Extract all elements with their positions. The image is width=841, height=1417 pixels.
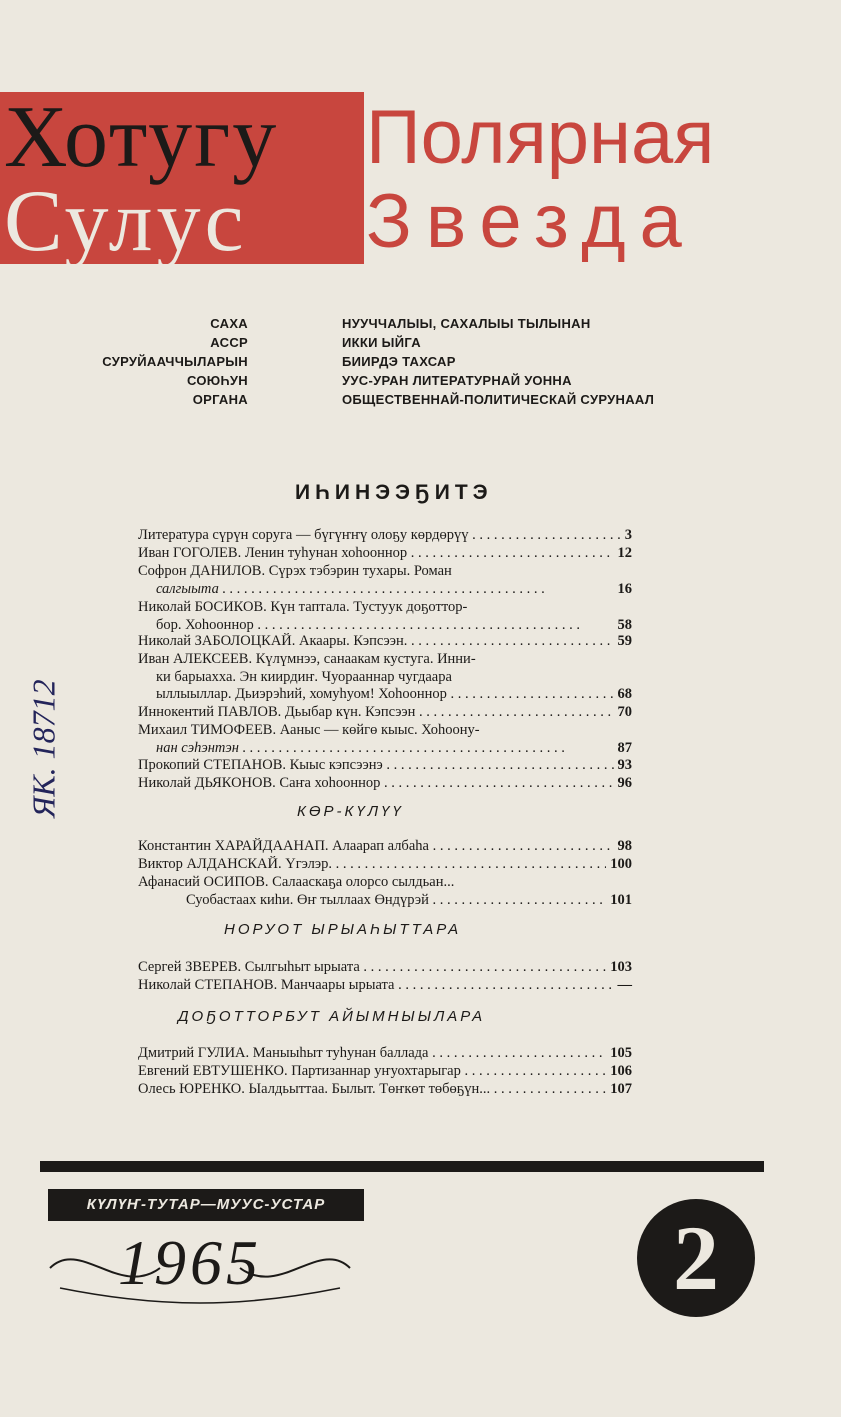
toc-entry[interactable] bbox=[138, 977, 632, 995]
toc-entry-page: 68 bbox=[617, 686, 632, 703]
toc-entry-page: 98 bbox=[617, 838, 632, 854]
toc-entry-line: ки барыахха. Эн киирдиҥ. Чуорааннар чугдаара bbox=[156, 668, 452, 685]
toc-entry[interactable] bbox=[138, 599, 632, 634]
toc-entry[interactable] bbox=[138, 563, 632, 598]
toc-entry-title: Литература сүрүн соруга — бүгүҥҥү олоҕу көрдөрүү . . . bbox=[138, 527, 621, 545]
publisher-right-line: ИККИ ЫЙГА bbox=[342, 335, 421, 350]
toc-entry-page: 87 bbox=[617, 739, 632, 756]
toc-title: ИҺИНЭЭҔИТЭ bbox=[295, 481, 493, 504]
toc-entry-page: 100 bbox=[610, 856, 632, 872]
toc-entry-page: 105 bbox=[610, 1045, 632, 1061]
section-title: КӨР-КҮЛҮҮ bbox=[297, 803, 404, 820]
publisher-right-line: УУС-УРАН ЛИТЕРАТУРНАЙ УОННА bbox=[342, 373, 572, 388]
toc-entry[interactable] bbox=[138, 757, 632, 775]
toc-entry-page: 93 bbox=[617, 757, 632, 773]
toc-entry-title: бор. Хоһооннор . . . bbox=[156, 617, 614, 635]
toc-entry[interactable] bbox=[138, 1045, 632, 1063]
toc-entry-page: 103 bbox=[610, 959, 632, 975]
library-stamp-text: ЯК. 18712 bbox=[25, 679, 62, 818]
issue-number: 2 bbox=[673, 1207, 719, 1309]
toc-entry-line: Афанасий ОСИПОВ. Салааскаҕа олорсо сылдьан... bbox=[138, 874, 455, 890]
masthead-russian-line1: Полярная bbox=[366, 95, 715, 180]
toc-entry-page: 96 bbox=[617, 775, 632, 791]
section-title: ДОҔОТТОРБУТ АЙЫМНЫЫЛАРА bbox=[178, 1008, 486, 1025]
publisher-right-line: ОБЩЕСТВЕННАЙ-ПОЛИТИЧЕСКАЙ СУРУНААЛ bbox=[342, 392, 655, 407]
toc-entry-title: Дмитрий ГУЛИА. Маныыһыт туһунан баллада . . . bbox=[138, 1045, 606, 1063]
toc-entry-page: 107 bbox=[610, 1081, 632, 1097]
months-banner: КҮЛҮҤ-ТУТАР—МУУС-УСТАР bbox=[48, 1189, 364, 1221]
toc-entry-title: Прокопий СТЕПАНОВ. Кыыс кэпсээнэ . . . bbox=[138, 757, 614, 775]
toc-entry-page: 16 bbox=[617, 580, 632, 597]
toc-entry-page: 101 bbox=[610, 891, 632, 908]
toc-entry-title: Олесь ЮРЕНКО. Ыалдьыттаа. Былыт. Төҥкөт төбөҕүн... . . . bbox=[138, 1081, 606, 1099]
publisher-left-line: САХА bbox=[210, 316, 248, 331]
toc-entry-title: Суобастаах киһи. Өҥ тыллаах Өндүрэй . . . bbox=[186, 892, 606, 910]
masthead-yakut-line1: Хотугу bbox=[4, 89, 279, 186]
publisher-left-line: СУРУЙААЧЧЫЛАРЫН bbox=[102, 354, 248, 369]
toc-entry-page: 58 bbox=[617, 616, 632, 633]
toc-entry-title: Сергей ЗВЕРЕВ. Сылгыһыт ырыата . . . bbox=[138, 959, 606, 977]
toc-entry[interactable] bbox=[138, 527, 632, 545]
library-stamp bbox=[18, 640, 62, 860]
toc-entry-line: Софрон ДАНИЛОВ. Сүрэх тэбэрин тухары. Роман bbox=[138, 563, 452, 579]
toc-entry[interactable] bbox=[138, 856, 632, 874]
publisher-right-line: БИИРДЭ ТАХСАР bbox=[342, 354, 456, 369]
publisher-left-line: АССР bbox=[210, 335, 248, 350]
toc-entry-page: — bbox=[617, 977, 632, 993]
toc-entry-title: Николай ДЬЯКОНОВ. Саҥа хоһооннор . . . bbox=[138, 775, 614, 793]
toc-entry[interactable] bbox=[138, 775, 632, 793]
toc-entry[interactable] bbox=[138, 959, 632, 977]
toc-entry-title: Евгений ЕВТУШЕНКО. Партизаннар уҥуохтарыгар . . . bbox=[138, 1063, 606, 1081]
toc-entry-title: нан сэһэнтэн . . . bbox=[156, 740, 614, 758]
toc-entry-title: Иннокентий ПАВЛОВ. Дьыбар күн. Кэпсээн . . . bbox=[138, 704, 614, 722]
toc-entry-page: 59 bbox=[617, 633, 632, 649]
footer-rule bbox=[40, 1161, 764, 1172]
toc-entry[interactable] bbox=[138, 1063, 632, 1081]
toc-entry[interactable] bbox=[138, 651, 632, 704]
toc-entry-line: Николай БОСИКОВ. Күн таптала. Тустуук доҕоттор- bbox=[138, 599, 468, 615]
toc-entry[interactable] bbox=[138, 704, 632, 722]
toc-entry[interactable] bbox=[138, 838, 632, 856]
toc-entry-title: Николай СТЕПАНОВ. Манчаары ырыата . . . bbox=[138, 977, 614, 995]
toc-entry[interactable] bbox=[138, 545, 632, 563]
publisher-right-line: НУУЧЧАЛЫЫ, САХАЛЫЫ ТЫЛЫНАН bbox=[342, 316, 591, 331]
toc-entry[interactable] bbox=[138, 1081, 632, 1099]
toc-entry-line: Михаил ТИМОФЕЕВ. Ааныс — көйгө кыыс. Хоһоону- bbox=[138, 722, 480, 738]
toc-entry-title: Иван ГОГОЛЕВ. Ленин туһунан хоһооннор . . . bbox=[138, 545, 614, 563]
toc-entry-line: Иван АЛЕКСЕЕВ. Күлүмнээ, санаакам кустуга. Инни- bbox=[138, 651, 476, 667]
toc-entry-title: Николай ЗАБОЛОЦКАЙ. Акаары. Кэпсээн. . . . bbox=[138, 633, 614, 651]
toc-entry[interactable] bbox=[138, 633, 632, 651]
toc-entry[interactable] bbox=[138, 722, 632, 757]
toc-entry-title: ыллыыллар. Дьиэрэһий, хомуһуом! Хоһооннор . . . bbox=[156, 686, 614, 704]
toc-entry-title: Константин ХАРАЙДААНАП. Алаарап албаһа . . . bbox=[138, 838, 614, 856]
section-title: НОРУОТ ЫРЫАҺЫТТАРА bbox=[224, 921, 462, 938]
toc-entry[interactable] bbox=[138, 874, 632, 909]
toc-entry-page: 12 bbox=[617, 545, 632, 561]
toc-entry-page: 3 bbox=[624, 527, 632, 543]
masthead-russian-line2: Звезда bbox=[366, 179, 696, 264]
toc-entry-title: салгыыта . . . bbox=[156, 581, 614, 599]
year-label: 1965 bbox=[118, 1227, 262, 1298]
publisher-left-line: СОЮҺУН bbox=[187, 373, 248, 388]
toc-entry-page: 106 bbox=[610, 1063, 632, 1079]
masthead-yakut-line2: Сулус bbox=[4, 173, 248, 270]
publisher-left-line: ОРГАНА bbox=[192, 392, 248, 407]
toc-entry-page: 70 bbox=[617, 704, 632, 720]
toc-entry-title: Виктор АЛДАНСКАЙ. Үгэлэр. . . . bbox=[138, 856, 606, 874]
